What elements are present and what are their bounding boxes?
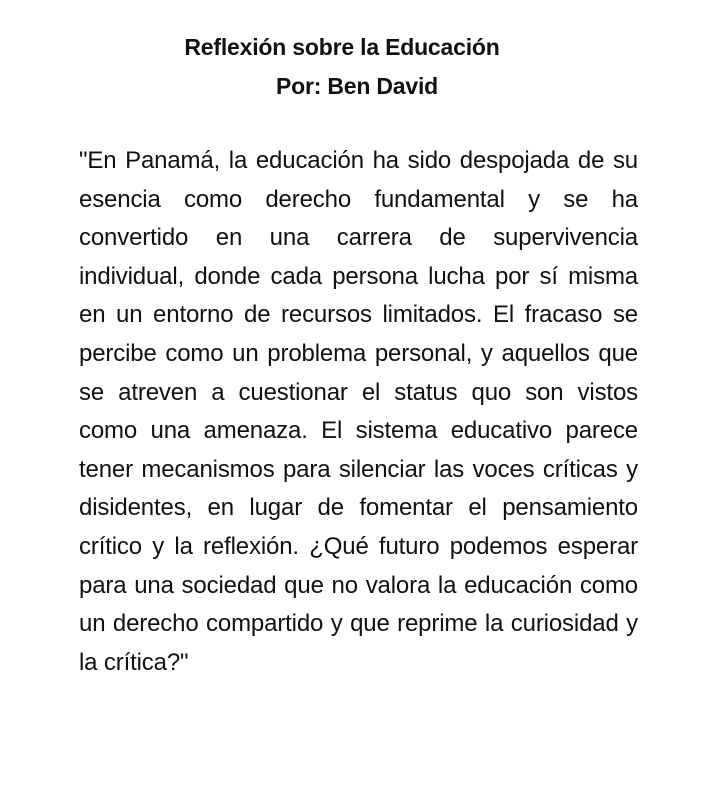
body-paragraph: "En Panamá, la educación ha sido despojada de su esencia como derecho fundamental y se ha convertido en una carrera de supervivencia individual, donde cada persona lucha por sí misma en un entorno de recursos limitados. El fracaso se percibe como un problema personal, y aquellos que se atreven a cuestionar el status quo son vistos como una amenaza. El sistema educativo parece tener mecanismos para silenciar las voces críticas y disidentes, en lugar de fomentar el pensamiento crítico y la reflexión. ¿Qué futuro podemos esperar para una sociedad que no valora la educación como un derecho compartido y que reprime la curiosidad y la crítica?" (79, 147, 638, 676)
document-title: Reflexión sobre la Educación (184, 34, 500, 60)
author-line: Por: Ben David (275, 73, 439, 99)
